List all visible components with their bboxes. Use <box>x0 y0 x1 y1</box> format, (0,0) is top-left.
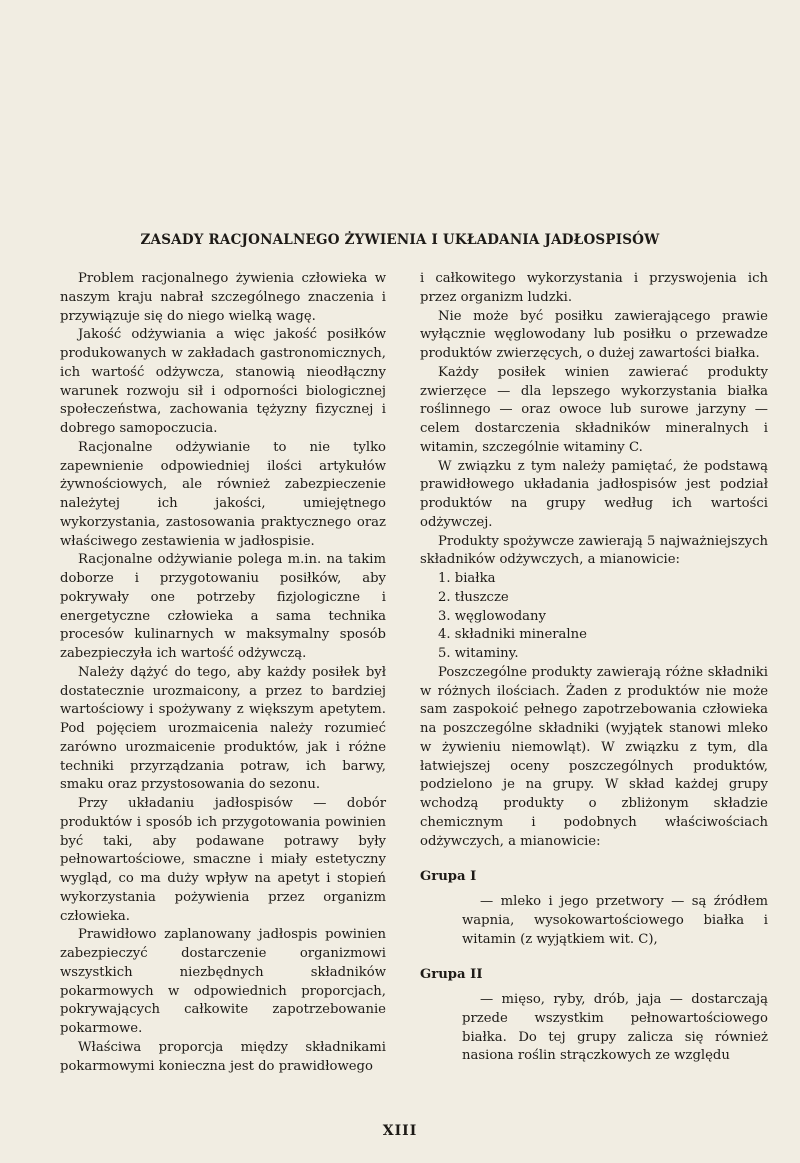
list-item: 2. tłuszcze <box>438 589 509 605</box>
list-item: 5. witaminy. <box>438 646 519 661</box>
left-column <box>60 270 386 1076</box>
paragraph: Poszczególne produkty zawierają różne składniki w różnych ilościach. Żaden z produktów nie może sam zaspokoić pełnego zapotrzebowania człowieka na poszczególne składniki (wyjątek stanowi mleko w żywieniu niemowląt). W związku z tym, dla łatwiejszej oceny poszczególnych produktów, podzielono je na grupy. W skład każdej grupy wchodzą produkty o zbliżonym składzie chemicznym i podobnych właściwościach odżywczych, a mianowicie: <box>420 664 768 849</box>
paragraph: Każdy posiłek winien zawierać produkty zwierzęce — dla lepszego wykorzystania białka roślinnego — oraz owoce lub surowe jarzyny — celem dostarczenia składników mineralnych i witamin, szczególnie witaminy C. <box>420 364 768 455</box>
paragraph: Produkty spożywcze zawierają 5 najważniejszych składników odżywczych, a mianowicie: <box>420 533 768 568</box>
paragraph: Nie może być posiłku zawierającego prawie wyłącznie węglowodany lub posiłku o przewadze produktów zwierzęcych, o dużej zawartości białka. <box>420 308 768 361</box>
paragraph: W związku z tym należy pamiętać, że podstawą prawidłowego układania jadłospisów jest podział produktów na grupy według ich wartości odżywczej. <box>420 458 768 530</box>
page-number: XIII <box>382 1123 418 1139</box>
group-heading: Grupa I <box>420 869 477 885</box>
group-description: — mleko i jego przetwory — są źródłem wapnia, wysokowartościowego białka i witamin (z wyjątkiem wit. C), <box>462 894 768 947</box>
paragraph: Przy układaniu jadłospisów — dobór produktów i sposób ich przygotowania powinien być taki, aby podawane potrawy były pełnowartościowe, smaczne i miały estetyczny wygląd, co ma duży wpływ na apetyt i stopień wykorzystania pożywienia przez organizm człowieka. <box>60 796 386 924</box>
group-heading: Grupa II <box>420 967 483 983</box>
right-column <box>420 270 768 1066</box>
list-item: 3. węglowodany <box>438 608 546 624</box>
paragraph: Jakość odżywiania a więc jakość posiłków produkowanych w zakładach gastronomicznych, ich wartość odżywcza, stanowią nieodłączny warunek rozwoju sił i odporności biologicznej społeczeństwa, zachowania tężyzny fizycznej i dobrego samopoczucia. <box>60 327 386 436</box>
list-item: 1. białka <box>438 571 496 586</box>
paragraph: Racjonalne odżywianie to nie tylko zapewnienie odpowiedniej ilości artykułów żywnościowych, ale również zabezpieczenie należytej ich jakości, umiejętnego wykorzystania, zastosowania praktycznego oraz właściwego zestawienia w jadłospisie. <box>60 439 386 549</box>
paragraph: Właściwa proporcja między składnikami pokarmowymi konieczna jest do prawidłowego <box>60 1039 386 1074</box>
paragraph: Należy dążyć do tego, aby każdy posiłek był dostatecznie urozmaicony, a przez to bardziej wartościowy i spożywany z większym apetytem. Pod pojęciem urozmaicenia należy rozumieć zarówno urozmaicenie produktów, jak i różne techniki przyrządzania potraw, ich barwy, smaku oraz przystosowania do sezonu. <box>60 664 386 793</box>
paragraph: i całkowitego wykorzystania i przyswojenia ich przez organizm ludzki. <box>420 271 768 305</box>
paragraph: Prawidłowo zaplanowany jadłospis powinien zabezpieczyć dostarczenie organizmowi wszystkich niezbędnych składników pokarmowych w odpowiednich proporcjach, pokrywających całkowite zapotrzebowanie pokarmowe. <box>60 927 386 1036</box>
nutrient-list <box>420 570 768 664</box>
chapter-title: ZASADY RACJONALNEGO ŻYWIENIA I UKŁADANIA JADŁOSPISÓW <box>140 232 660 248</box>
group-description: — mięso, ryby, drób, jaja — dostarczają przede wszystkim pełnowartościowego białka. Do tej grupy zalicza się również nasiona roślin strączkowych ze względu <box>462 992 768 1064</box>
paragraph: Problem racjonalnego żywienia człowieka w naszym kraju nabrał szczególnego znaczenia i przywiązuje się do niego wielką wagę. <box>60 271 386 324</box>
list-item: 4. składniki mineralne <box>438 627 587 643</box>
paragraph: Racjonalne odżywianie polega m.in. na takim doborze i przygotowaniu posiłków, aby pokrywały one potrzeby fizjologiczne i energetyczne człowieka a sama technika procesów kulinarnych w maksymalny sposób zabezpieczyła ich wartość odżywczą. <box>60 552 386 661</box>
